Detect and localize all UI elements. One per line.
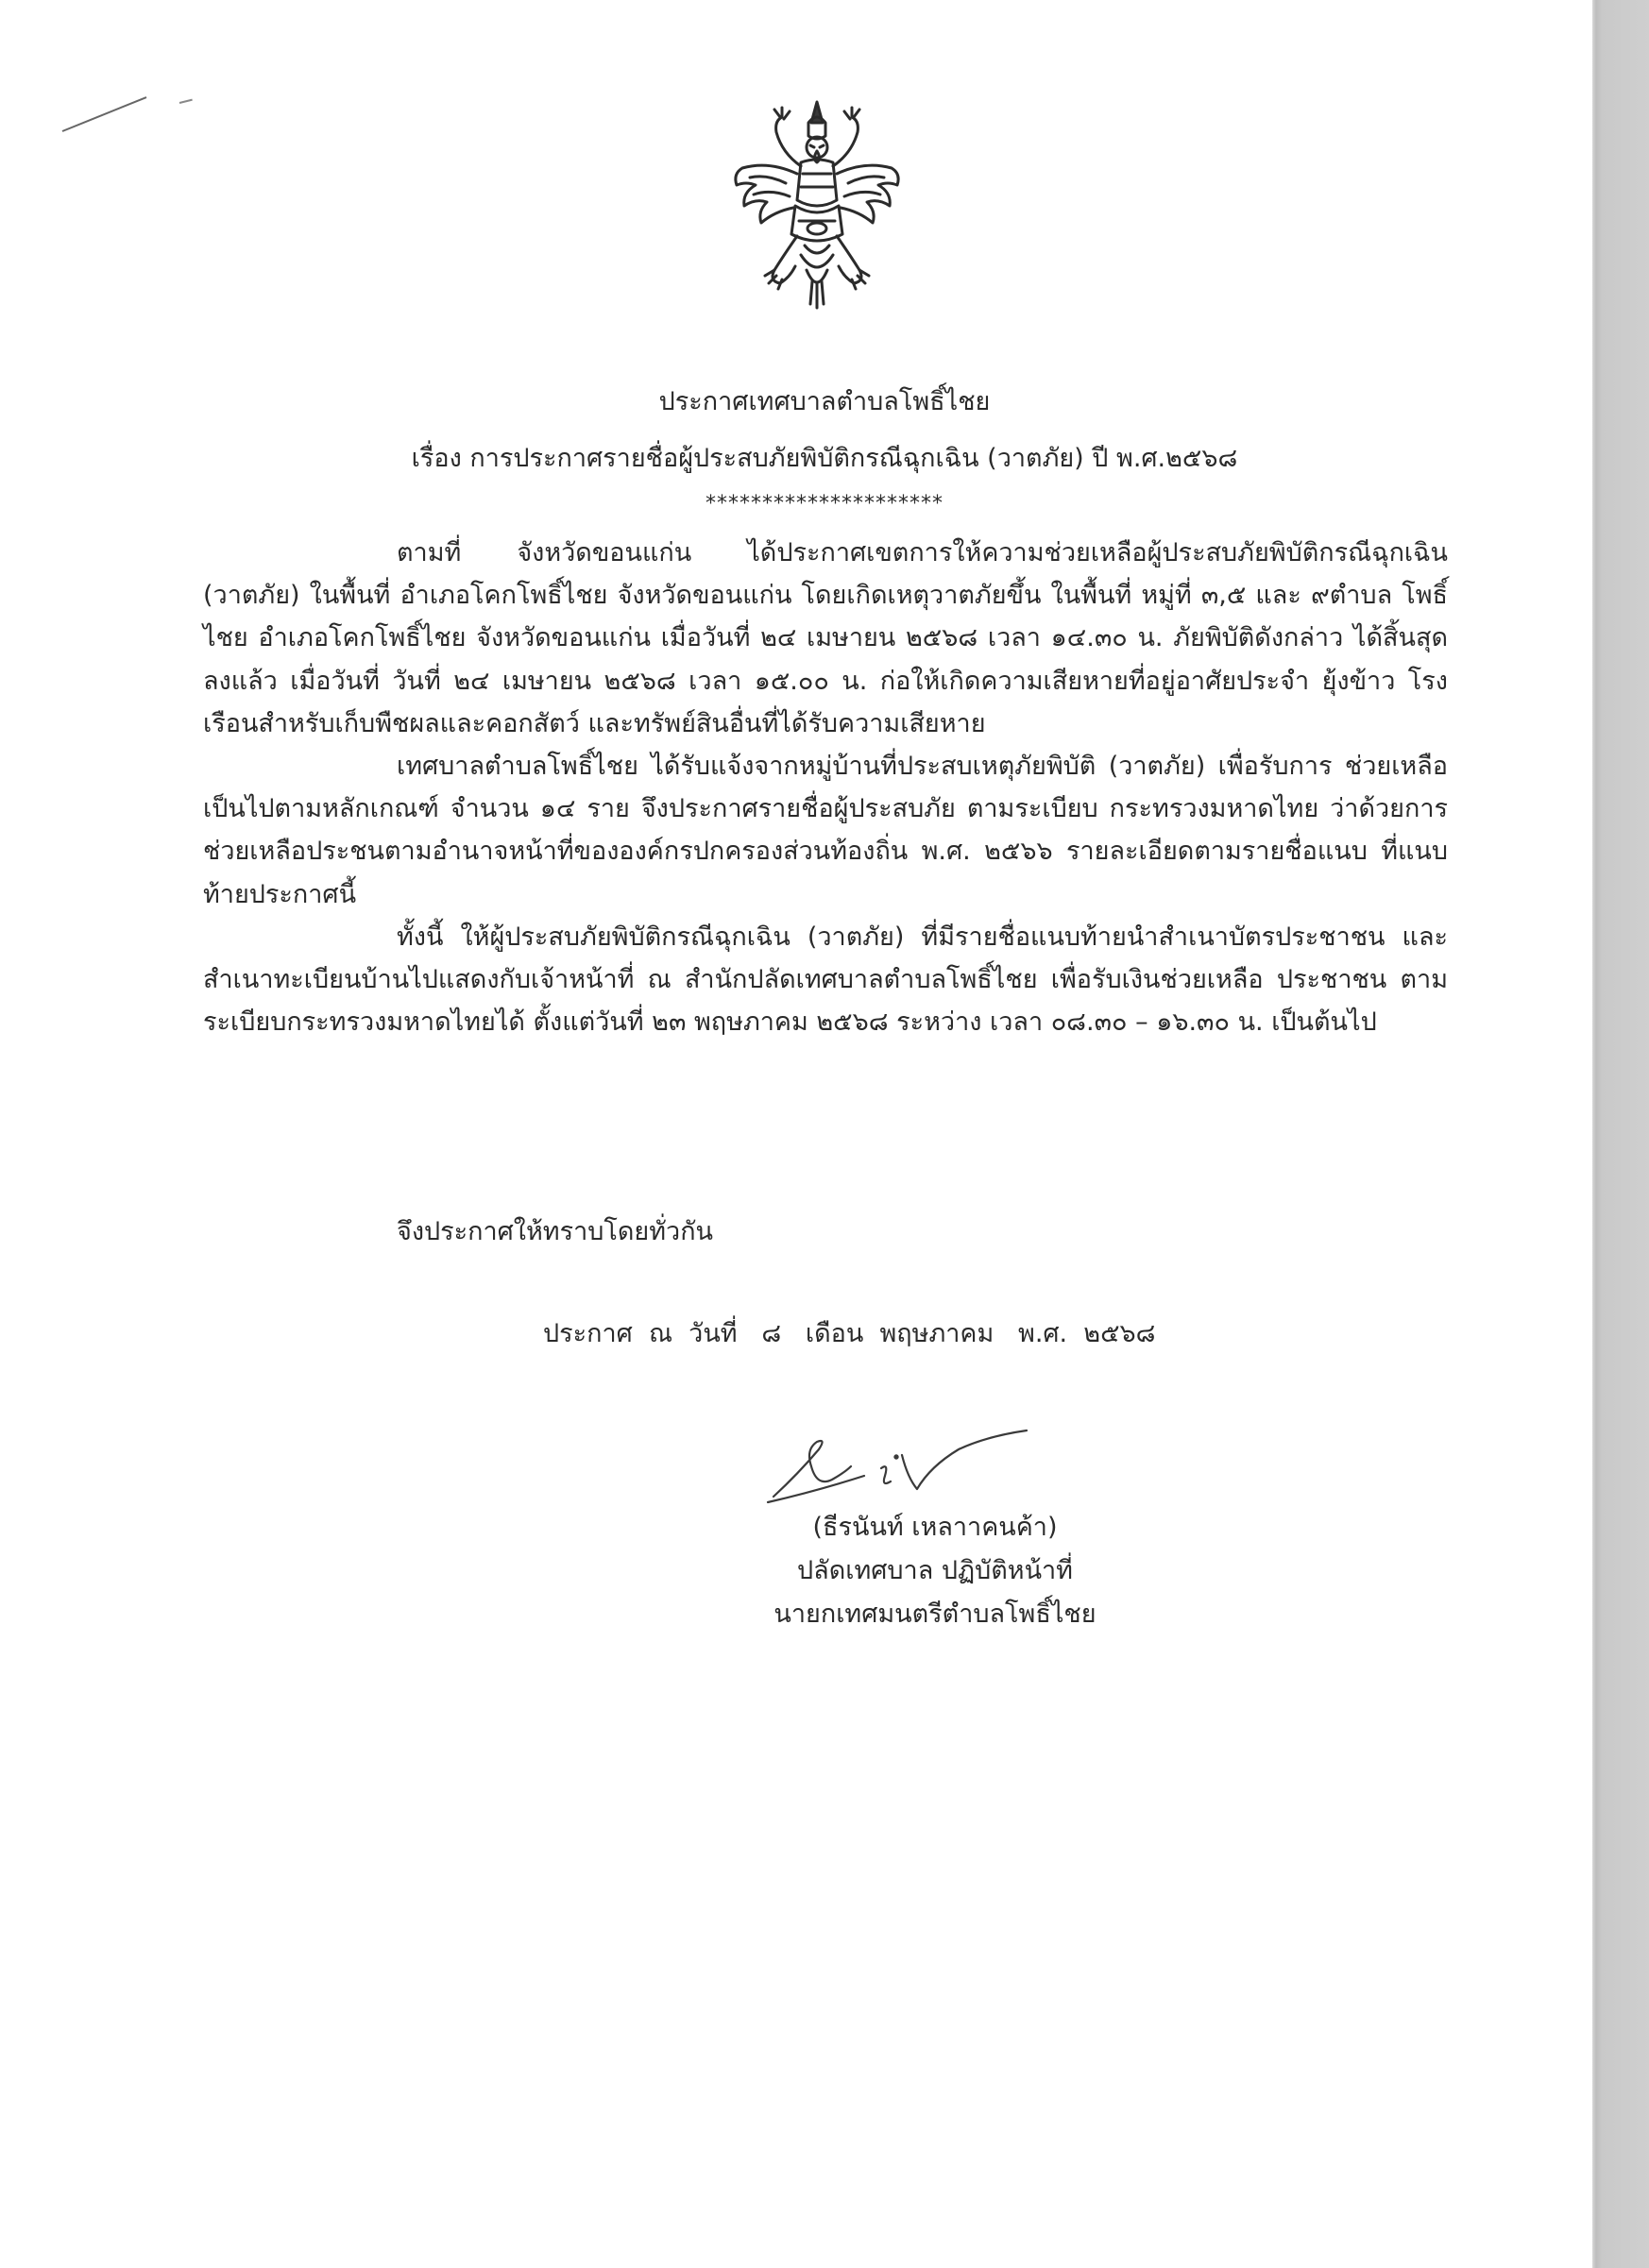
- body-paragraph-assistance: เทศบาลตำบลโพธิ์ไชย ได้รับแจ้งจากหมู่บ้านที่ประสบเหตุภัยพิบัติ (วาตภัย) เพื่อรับการ ช่วยเหลือเป็นไปตามหลักเกณฑ์ จำนวน ๑๔ ราย จึงประกาศรายชื่อผู้ประสบภัย ตามระเบียบ กระทรวงมหาดไทย ว่าด้วยการช่วยเหลือประชนตามอำนาจหน้าที่ขององค์กรปกครองส่วนท้องถิ่น พ.ศ. ๒๕๖๖ รายละเอียดตามรายชื่อแนบ ที่แนบท้ายประกาศนี้: [203, 752, 1448, 909]
- announcement-title: ประกาศเทศบาลตำบลโพธิ์ไชย: [658, 387, 991, 416]
- scan-mark-top-left: [62, 96, 147, 132]
- scan-border: [1592, 0, 1649, 2268]
- scan-mark-top-left-dash: [179, 99, 193, 104]
- signatory-name: (ธีรนันท์ เหลาาคนค้า): [812, 1513, 1058, 1542]
- title-separator: *********************: [706, 492, 944, 516]
- closing-statement: จึงประกาศให้ทราบโดยทั่วกัน: [397, 1217, 713, 1246]
- announcement-dateline: ประกาศ ณ วันที่ ๘ เดือน พฤษภาคม พ.ศ. ๒๕๖๘: [543, 1319, 1156, 1348]
- announcement-subject: เรื่อง การประกาศรายชื่อผู้ประสบภัยพิบัติกรณีฉุกเฉิน (วาตภัย) ปี พ.ศ.๒๕๖๘: [411, 444, 1238, 473]
- signatory-acting-title: นายกเทศมนตรีตำบลโพธิ์ไชย: [774, 1599, 1096, 1629]
- body-paragraph-incident: ตามที่ จังหวัดขอนแก่น ได้ประกาศเขตการให้ความช่วยเหลือผู้ประสบภัยพิบัติกรณีฉุกเฉิน (วาตภัย) ในพื้นที่ อำเภอโคกโพธิ์ไชย จังหวัดขอนแก่น โดยเกิดเหตุวาตภัยขึ้น ในพื้นที่ หมู่ที่ ๓,๕ และ ๙ตำบล โพธิ์ไชย อำเภอโคกโพธิ์ไชย จังหวัดขอนแก่น เมื่อวันที่ ๒๔ เมษายน ๒๕๖๘ เวลา ๑๔.๓๐ น. ภัยพิบัติดังกล่าว ได้สิ้นสุดลงแล้ว เมื่อวันที่ วันที่ ๒๔ เมษายน ๒๕๖๘ เวลา ๑๕.๐๐ น. ก่อให้เกิดความเสียหายที่อยู่อาศัยประจำ ยุ้งข้าว โรงเรือนสำหรับเก็บพืชผลและคอกสัตว์ และทรัพย์สินอื่นที่ได้รับความเสียหาย: [203, 538, 1448, 738]
- signatory-block: [737, 1506, 1133, 1636]
- garuda-emblem-icon: [727, 94, 907, 313]
- handwritten-signature: [760, 1421, 1044, 1511]
- body-paragraph-instructions: ทั้งนี้ ให้ผู้ประสบภัยพิบัติกรณีฉุกเฉิน (วาตภัย) ที่มีรายชื่อแนบท้ายนำสำเนาบัตรประชาชน และสำเนาทะเบียนบ้านไปแสดงกับเจ้าหน้าที่ ณ สำนักปลัดเทศบาลตำบลโพธิ์ไชย เพื่อรับเงินช่วยเหลือ ประชาชน ตามระเบียบกระทรวงมหาดไทยได้ ตั้งแต่วันที่ ๒๓ พฤษภาคม ๒๕๖๘ ระหว่าง เวลา ๐๘.๓๐ – ๑๖.๓๐ น. เป็นต้นไป: [203, 922, 1448, 1038]
- signatory-position: ปลัดเทศบาล ปฏิบัติหน้าที่: [797, 1556, 1073, 1585]
- announcement-body: [203, 532, 1448, 1043]
